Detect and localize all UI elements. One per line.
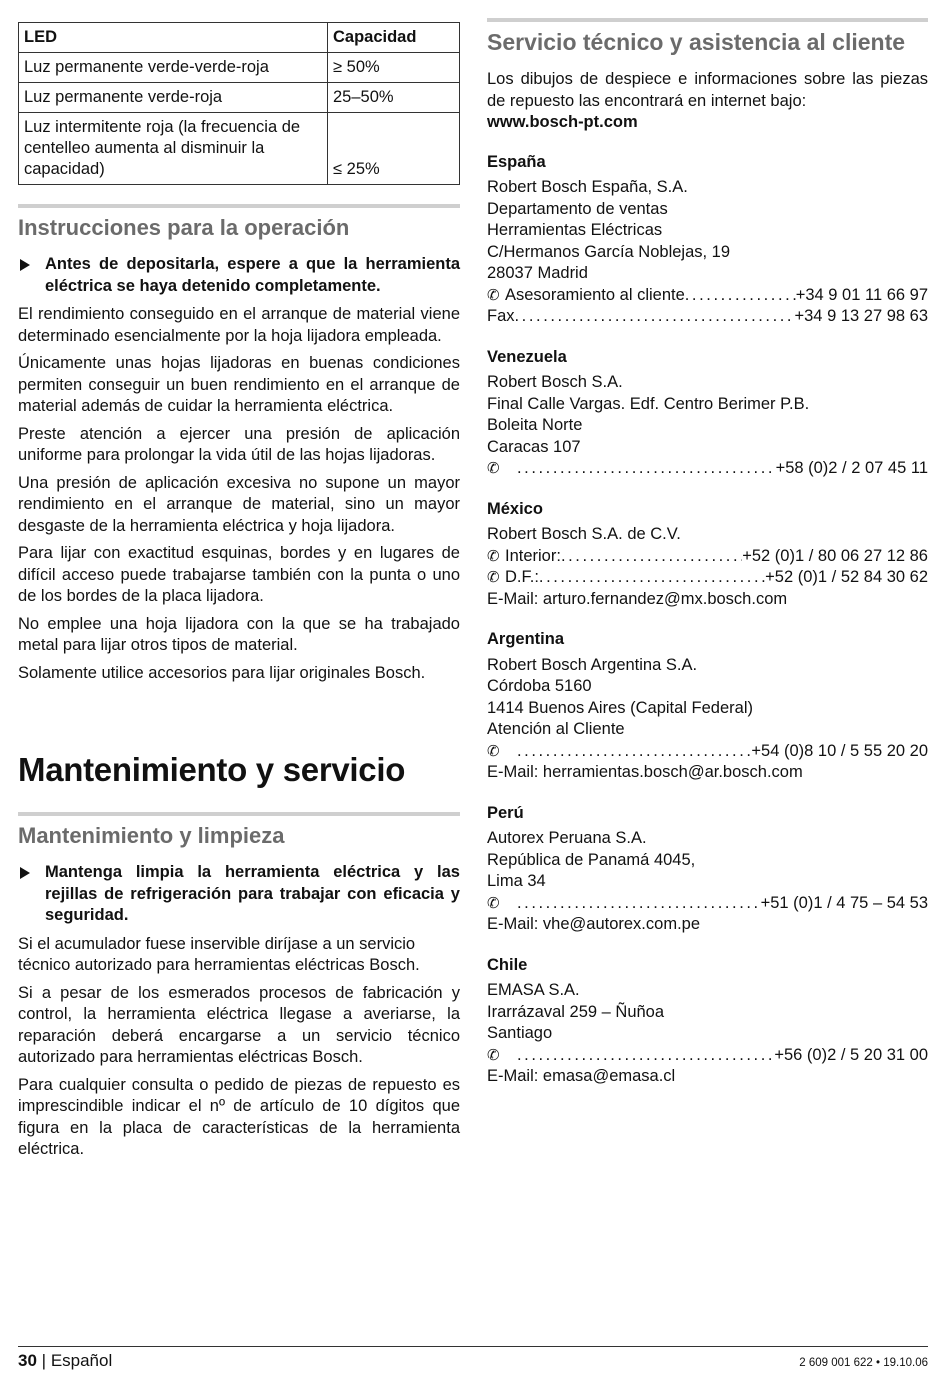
address-line: 1414 Buenos Aires (Capital Federal) [487,698,753,717]
fax-number: +34 9 13 27 98 63 [794,307,928,325]
intro-paragraph: Los dibujos de despiece e informaciones sobre las piezas de repuesto las encontrará en internet bajo: [487,70,928,110]
dot-leader [517,893,761,915]
paragraph: Para cualquier consulta o pedido de piezas de repuesto es imprescindible indicar el nº de artículo de 10 dígitos que figura en la placa de características de la herramienta eléctrica. [18,1075,460,1158]
table-row [19,53,460,83]
address-line: C/Hermanos García Noblejas, 19 [487,242,731,261]
email-line[interactable]: E-Mail: herramientas.bosch@ar.bosch.com [487,763,803,781]
paragraph: Solamente utilice accesorios para lijar originales Bosch. [18,663,426,682]
paragraph: Una presión de aplicación excesiva no supone un mayor rendimiento en el arranque de material, sino un mayor desgaste de la herramienta eléctrica y hoja lijadora. [18,473,460,535]
bullet-text: Mantenga limpia la herramienta eléctrica y las rejillas de refrigeración para trabajar con eficacia y seguridad. [45,863,460,924]
country-heading: Chile [487,955,528,974]
contact-block-chile [487,955,928,1088]
email-line[interactable]: E-Mail: vhe@autorex.com.pe [487,915,701,933]
address-line: Final Calle Vargas. Edf. Centro Berimer P.B. [487,394,810,413]
fax-row [487,306,928,328]
dot-leader [561,546,742,568]
dot-leader [685,285,796,307]
left-column [18,22,460,1161]
warning-bullet [18,862,460,927]
address-line: Boleita Norte [487,416,583,434]
dot-leader [515,306,795,328]
section-heading-servicio: Servicio técnico y asistencia al cliente [487,18,928,56]
address-line: Herramientas Eléctricas [487,221,663,239]
phone-row [487,546,928,568]
paragraph: Preste atención a ejercer una presión de aplicación uniforme para prolongar la vida útil de las hojas lijadoras. [18,424,460,464]
right-column [487,18,928,1088]
section-heading-operacion: Instrucciones para la operación [18,204,460,242]
phone-icon: ✆ [487,460,500,477]
dot-leader [539,567,765,589]
address-line: Caracas 107 [487,437,581,456]
triangle-bullet-icon [20,259,30,271]
phone-icon: ✆ [487,286,500,304]
dot-leader [517,458,776,480]
table-cell: ≥ 50% [328,53,460,83]
contact-block-peru [487,803,928,936]
table-row [19,113,460,185]
table-cell: ≤ 25% [328,113,460,185]
address-line: Irarrázaval 259 – Ñuñoa [487,1002,665,1021]
paragraph: Si el acumulador fuese inservible diríjase a un servicio técnico autorizado para herramientas eléctricas Bosch. [18,934,420,974]
phone-row [487,893,928,915]
footer-separator: | [41,1351,47,1370]
address-line: Robert Bosch S.A. de C.V. [487,525,681,543]
phone-row [487,1045,928,1067]
phone-icon: ✆ [487,1046,500,1064]
address-line: Lima 34 [487,872,546,890]
dot-leader [517,741,751,763]
country-heading: Perú [487,803,524,822]
country-heading: España [487,152,546,171]
phone-label: Interior: [505,546,561,565]
phone-number: +52 (0)1 / 80 06 27 12 86 [742,546,928,565]
country-heading: Argentina [487,630,565,648]
bullet-text: Antes de depositarla, espere a que la herramienta eléctrica se haya detenido completamente. [45,255,460,295]
address-line: Córdoba 5160 [487,677,592,695]
phone-number: +34 9 01 11 66 97 [795,285,928,304]
phone-number: +54 (0)8 10 / 5 55 20 20 [751,741,928,760]
address-line: Robert Bosch España, S.A. [487,178,688,196]
table-cell: Luz intermitente roja (la frecuencia de centelleo aumenta al disminuir la capacidad) [19,113,328,185]
paragraph: Si a pesar de los esmerados procesos de fabricación y control, la herramienta eléctrica llegase a averiarse, la reparación deberá encargarse a un servicio técnico autorizado para herramientas eléctricas Bosch. [18,983,460,1066]
triangle-bullet-icon [20,867,30,879]
phone-icon: ✆ [487,742,500,760]
dot-leader [517,1045,774,1067]
table-header-row [19,23,460,53]
address-line: 28037 Madrid [487,264,588,282]
contact-block-argentina [487,629,928,784]
section-heading-mantenimiento: Mantenimiento y limpieza [18,812,460,850]
address-line: Santiago [487,1024,553,1042]
footer-language: Español [50,1351,113,1370]
contact-block-venezuela [487,347,928,480]
phone-icon: ✆ [487,894,500,912]
table-row [19,83,460,113]
phone-number: +51 (0)1 / 4 75 – 54 53 [760,893,928,912]
phone-number: +58 (0)2 / 2 07 45 11 [775,459,928,477]
paragraph: Para lijar con exactitud esquinas, bordes y en lugares de difícil acceso puede trabajarse también con la punta o uno de los bordes de la placa lijadora. [18,544,460,605]
phone-label: Asesoramiento al cliente [505,285,685,304]
fax-label: Fax [487,307,515,325]
contact-block-mexico [487,499,928,611]
phone-row [487,567,928,589]
email-line[interactable]: E-Mail: emasa@emasa.cl [487,1067,676,1085]
paragraph: No emplee una hoja lijadora con la que se ha trabajado metal para lijar otros tipos de material. [18,614,460,654]
table-header-capacidad: Capacidad [328,23,460,53]
footer-page-info [18,1351,112,1371]
table-cell: Luz permanente verde-roja [19,83,328,113]
address-line: Robert Bosch S.A. [487,373,623,391]
phone-row [487,285,928,307]
address-line: República de Panamá 4045, [487,850,696,869]
table-cell: 25–50% [328,83,460,113]
address-line: Autorex Peruana S.A. [487,829,647,847]
address-line: Atención al Cliente [487,720,625,738]
phone-number: +56 (0)2 / 5 20 31 00 [774,1045,928,1064]
address-line: Robert Bosch Argentina S.A. [487,655,698,674]
contact-block-espana [487,152,928,328]
table-cell: Luz permanente verde-verde-roja [19,53,328,83]
page-number: 30 [18,1351,37,1370]
website-link[interactable]: www.bosch-pt.com [487,113,638,131]
phone-row [487,458,928,480]
phone-label: D.F.: [505,568,539,586]
email-line[interactable]: E-Mail: arturo.fernandez@mx.bosch.com [487,589,788,608]
phone-row [487,741,928,763]
phone-icon: ✆ [487,547,500,565]
address-line: Departamento de ventas [487,199,668,218]
footer-document-code: 2 609 001 622 • 19.10.06 [799,1357,928,1369]
paragraph: Únicamente unas hojas lijadoras en buenas condiciones permiten conseguir un buen rendimiento en el arranque de material además de cuidar la herramienta eléctrica. [18,354,460,415]
country-heading: Venezuela [487,347,567,366]
paragraph: El rendimiento conseguido en el arranque de material viene determinado esencialmente por la hoja lijadora empleada. [18,305,460,345]
led-capacity-table [18,22,460,185]
table-header-led: LED [19,23,328,53]
page-footer [18,1346,928,1371]
country-heading: México [487,499,543,518]
phone-icon: ✆ [487,569,500,586]
warning-bullet [18,254,460,297]
phone-number: +52 (0)1 / 52 84 30 62 [765,568,928,586]
chapter-title: Mantenimiento y servicio [18,751,406,788]
address-line: EMASA S.A. [487,981,580,999]
